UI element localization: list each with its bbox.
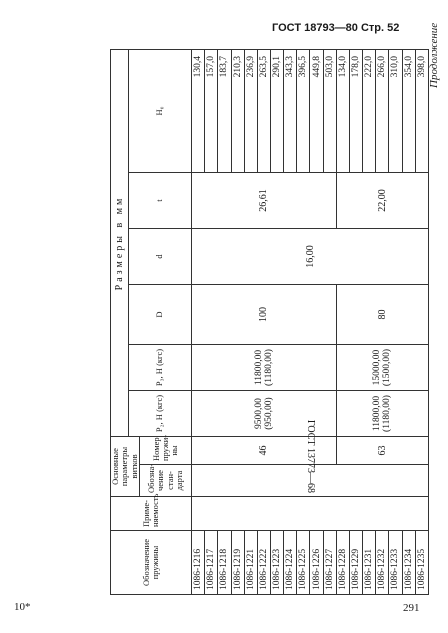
row-code: 1086-1234: [402, 531, 415, 595]
col-dimensions: Размеры в мм: [111, 49, 129, 436]
row-h0: 178,0: [349, 49, 362, 172]
footer-left-mark: 10*: [14, 601, 31, 613]
t-group1: 26,61: [192, 173, 337, 229]
row-code: 1086-1219: [231, 531, 244, 595]
continuation-label: Продолжение: [428, 22, 440, 88]
spring-number-group1: 46: [192, 437, 337, 465]
spring-number-group2: 63: [336, 437, 428, 465]
col-d: d: [129, 229, 192, 285]
row-h0: 398,0: [415, 49, 428, 172]
col-p3: P₃, Н (кгс): [129, 345, 192, 391]
col-basic-params: Основные параметры витков: [111, 437, 140, 497]
col-t: t: [129, 173, 192, 229]
row-h0: 396,5: [297, 49, 310, 172]
row-h0: 130,4: [192, 49, 205, 172]
spring-table: [110, 49, 429, 595]
p2-group1: 9500,00 (950,00): [192, 391, 337, 437]
row-code: 1086-1216: [192, 531, 205, 595]
D-group2: 80: [336, 285, 428, 345]
row-h0: 210,3: [231, 49, 244, 172]
col-D: D: [129, 285, 192, 345]
D-group1: 100: [192, 285, 337, 345]
row-code: 1086-1223: [270, 531, 283, 595]
page-header: ГОСТ 18793—80 Стр. 52: [272, 22, 400, 34]
row-h0: 263,5: [257, 49, 270, 172]
row-h0: 183,7: [218, 49, 231, 172]
row-h0: 157,0: [205, 49, 218, 172]
row-h0: 134,0: [336, 49, 349, 172]
col-std-designation: Обозна-чение стан-дарта: [140, 465, 192, 497]
row-code: 1086-1218: [218, 531, 231, 595]
row-code: 1086-1227: [323, 531, 336, 595]
d-value: 16,00: [192, 229, 429, 285]
spring-table-container: [110, 50, 427, 595]
col-designation: Обозначение пружины: [111, 531, 192, 595]
p3-group1: 11800,00 (1180,00): [192, 345, 337, 391]
application-cell: [192, 497, 429, 531]
row-code: 1086-1217: [205, 531, 218, 595]
col-application: Приме-няемость: [111, 497, 192, 531]
row-code: 1086-1222: [257, 531, 270, 595]
row-code: 1086-1232: [376, 531, 389, 595]
std-cell: ГОСТ 13773—68: [192, 465, 429, 497]
row-h0: 343,3: [284, 49, 297, 172]
row-code: 1086-1231: [363, 531, 376, 595]
page-number: 291: [403, 602, 420, 614]
row-code: 1086-1235: [415, 531, 428, 595]
row-h0: 290,1: [270, 49, 283, 172]
row-h0: 354,0: [402, 49, 415, 172]
row-code: 1086-1229: [349, 531, 362, 595]
row-h0: 503,0: [323, 49, 336, 172]
col-H0: H₀: [129, 49, 192, 172]
row-code: 1086-1225: [297, 531, 310, 595]
col-p2: P₂, Н (кгс): [129, 391, 192, 437]
row-h0: 222,0: [363, 49, 376, 172]
row-code: 1086-1233: [389, 531, 402, 595]
t-group2: 22,00: [336, 173, 428, 229]
row-code: 1086-1228: [336, 531, 349, 595]
p3-group2: 15000,00 (1500,00): [336, 345, 428, 391]
row-h0: 236,9: [244, 49, 257, 172]
col-spring-number: Номер пружи-ны: [140, 437, 192, 465]
row-code: 1086-1221: [244, 531, 257, 595]
row-h0: 310,0: [389, 49, 402, 172]
row-code: 1086-1224: [284, 531, 297, 595]
row-h0: 449,8: [310, 49, 323, 172]
row-code: 1086-1226: [310, 531, 323, 595]
row-h0: 266,0: [376, 49, 389, 172]
p2-group2: 11800,00 (1180,00): [336, 391, 428, 437]
